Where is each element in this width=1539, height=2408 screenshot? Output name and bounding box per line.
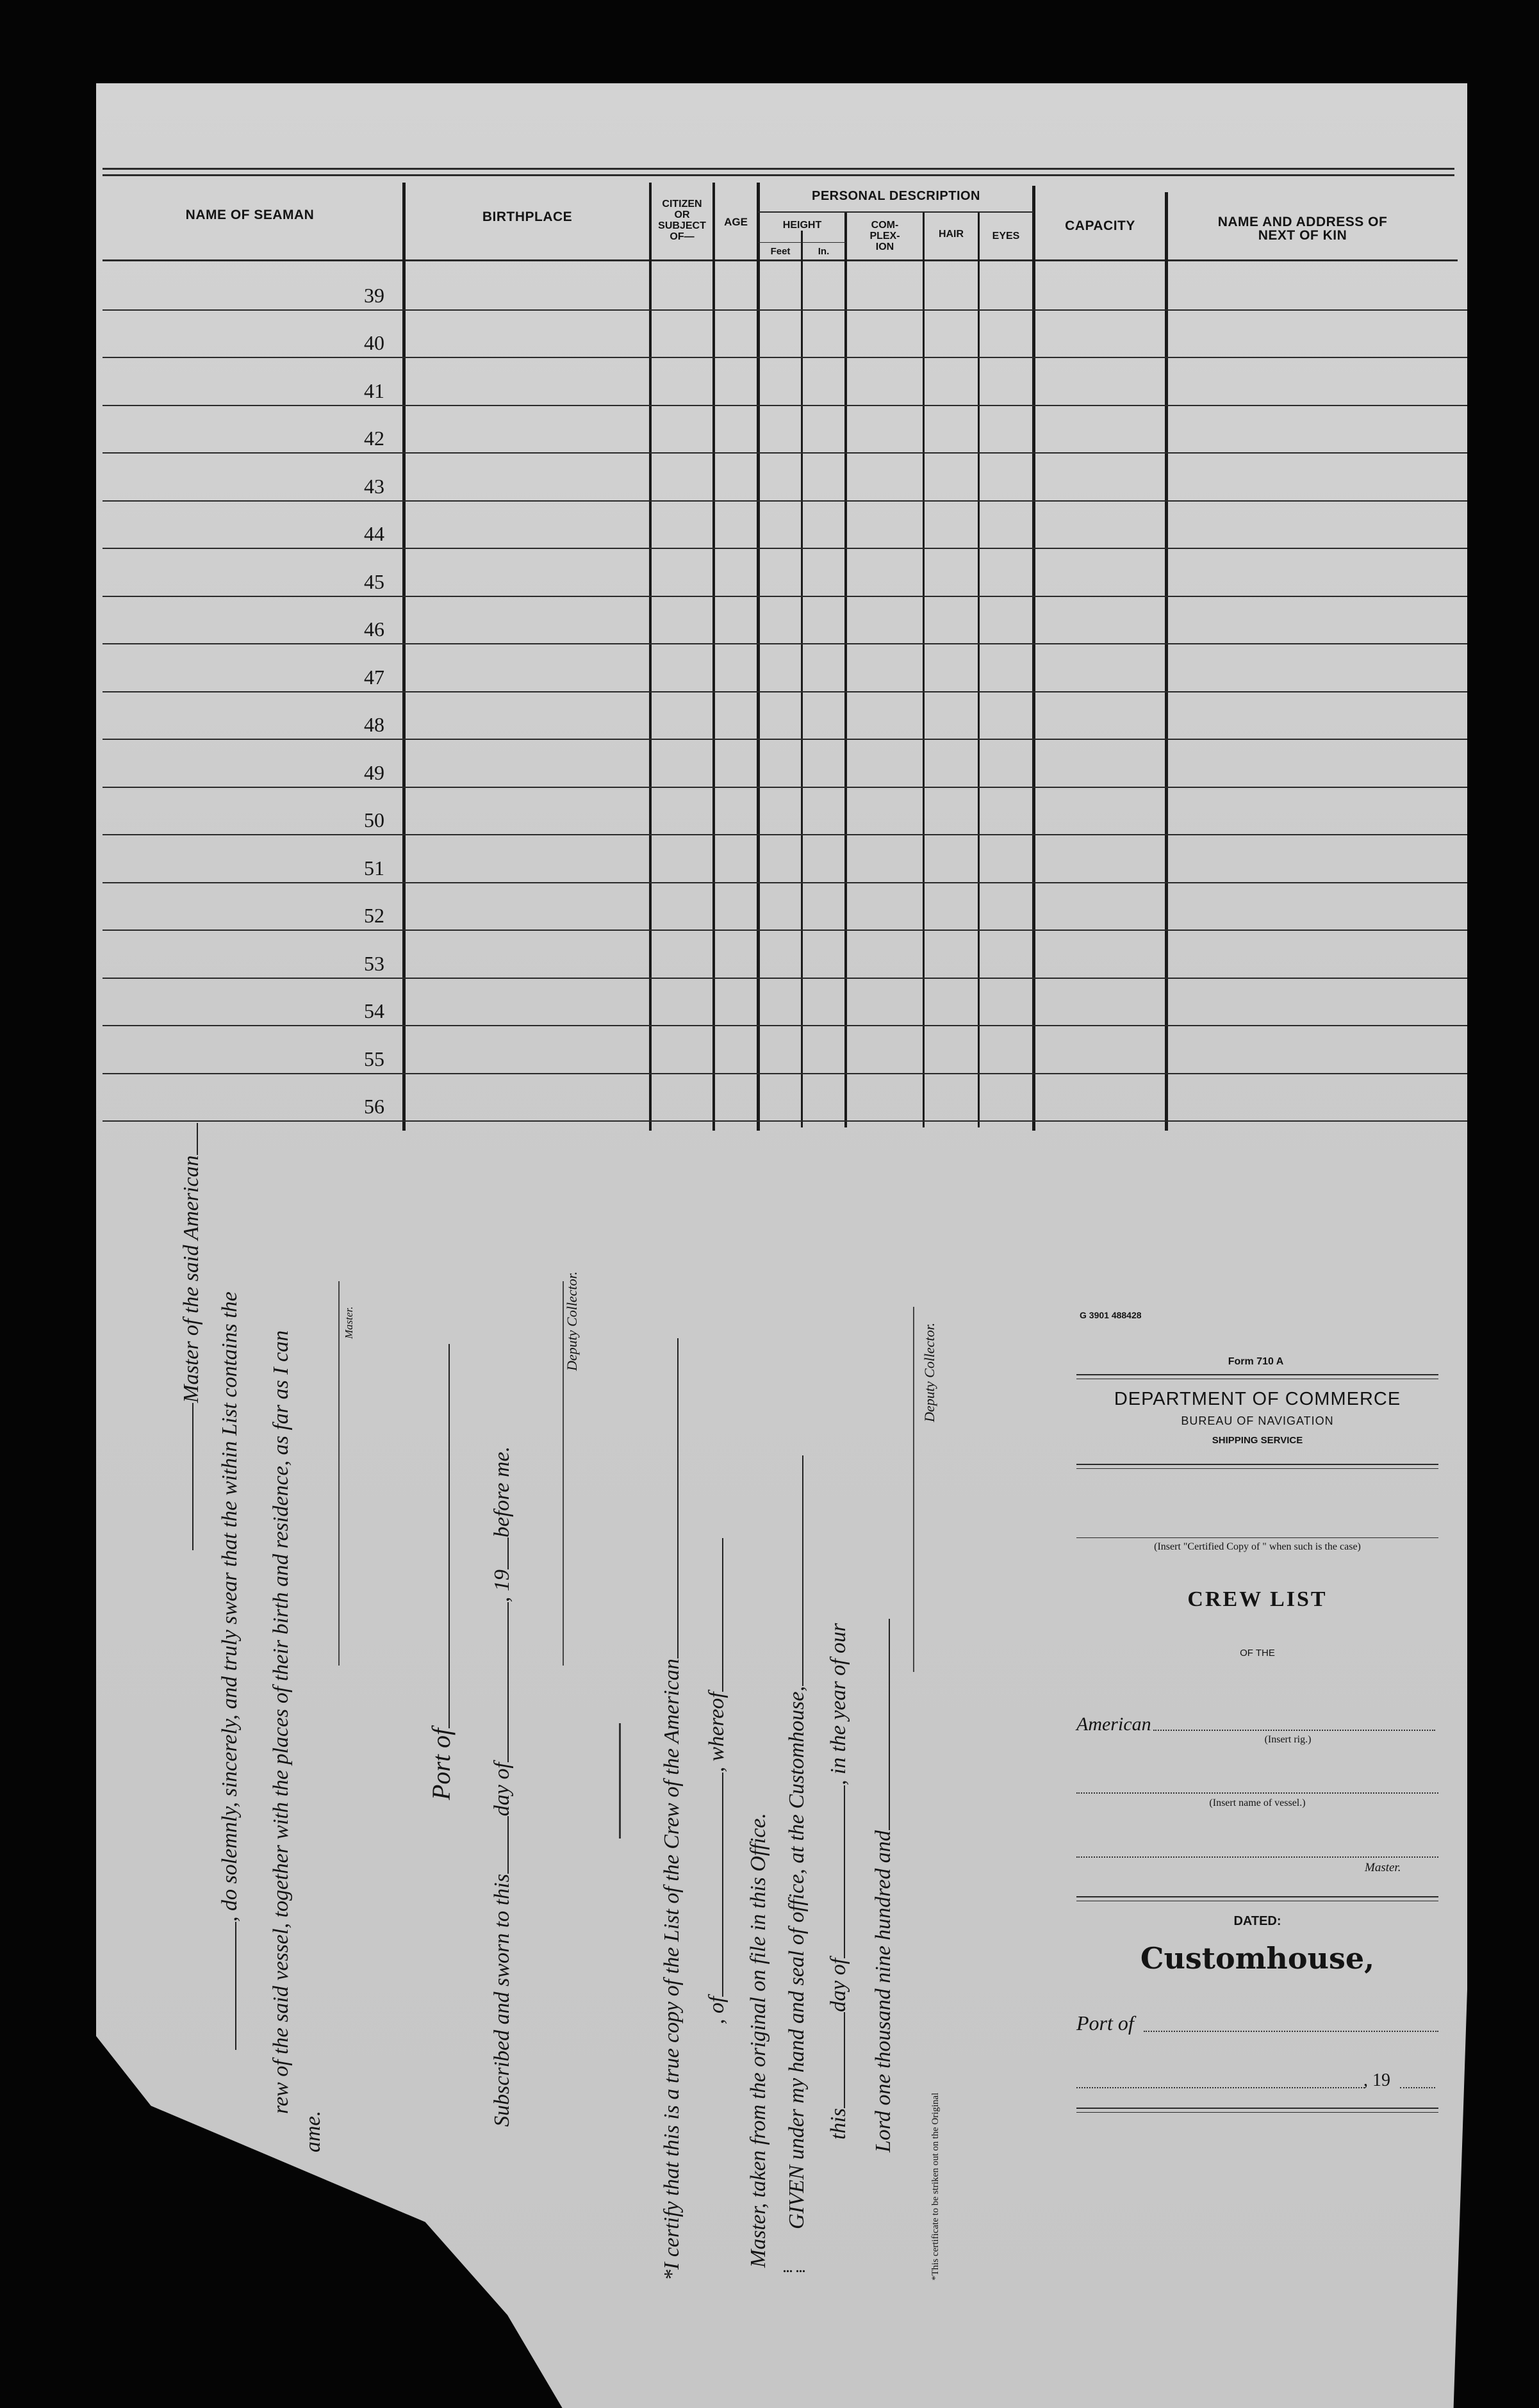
certificate-line-4: Lord one thousand nine hundred and	[871, 1619, 896, 2152]
header-name-of-seaman: NAME OF SEAMAN	[185, 208, 315, 222]
row-number: 49	[364, 760, 384, 784]
row-number: 56	[364, 1095, 384, 1118]
vessel-line	[1076, 1792, 1438, 1794]
crew-list-title: CREW LIST	[1187, 1587, 1328, 1611]
header-height: HEIGHT	[782, 220, 822, 231]
cover-rule-2b	[1076, 1468, 1438, 1469]
certificate-footnote: *This certificate to be striken out on the Original	[930, 2092, 941, 2281]
header-rule	[103, 259, 1458, 261]
col-divider-personal	[757, 183, 760, 1131]
oath-port: Port of	[426, 1344, 456, 1800]
year-line	[1400, 2087, 1435, 2088]
top-rule	[103, 168, 1454, 170]
top-rule-2	[103, 174, 1454, 176]
table-row	[103, 1073, 1467, 1074]
table-row	[103, 882, 1467, 883]
col-divider-age	[712, 183, 715, 1131]
row-number: 44	[364, 522, 384, 545]
personal-subrule	[758, 211, 1033, 213]
height-subrule	[758, 242, 846, 243]
cover-rule-4b	[1076, 2112, 1438, 2113]
row-number: 48	[364, 713, 384, 736]
master-line	[1076, 1856, 1438, 1858]
port-line	[1144, 2031, 1438, 2032]
header-age: AGE	[724, 216, 748, 228]
row-number: 39	[364, 283, 384, 307]
torn-fragment: ... ...	[783, 2261, 805, 2275]
table-row	[103, 309, 1467, 311]
form-number: Form 710 A	[1228, 1356, 1284, 1367]
row-number: 51	[364, 856, 384, 880]
table-row	[103, 1120, 1467, 1122]
certificate-deputy-collector: Deputy Collector.	[921, 1322, 937, 1422]
cover-rule-1	[1076, 1374, 1438, 1375]
bureau-title: BUREAU OF NAVIGATION	[1181, 1414, 1334, 1427]
oath-line-4: ame.	[301, 2110, 325, 2152]
certified-copy-line	[1076, 1537, 1438, 1538]
row-number: 52	[364, 904, 384, 927]
oath-line-3: rew of the said vessel, together with the places of their birth and residence, as far as I can	[269, 1330, 293, 2114]
row-number: 53	[364, 951, 384, 975]
certificate-line-3: GIVEN under my hand and seal of office, at the Customhouse,	[785, 1455, 809, 2229]
col-divider-hair	[923, 211, 925, 1127]
row-number: 45	[364, 569, 384, 593]
header-complexion: COM- PLEX- ION	[869, 220, 900, 252]
insert-rig-note: (Insert rig.)	[1264, 1734, 1312, 1745]
divider-mark	[619, 1723, 621, 1839]
table-row	[103, 357, 1467, 358]
oath-line-1: Master of the said American	[179, 1123, 204, 1550]
table-row	[103, 548, 1467, 549]
row-number: 50	[364, 808, 384, 831]
col-divider-capacity	[1032, 186, 1035, 1131]
customhouse-title: Customhouse,	[1140, 1941, 1375, 1976]
certificate-line-1: *I certify that this is a true copy of the List of the Crew of the American	[660, 1338, 684, 2281]
col-divider-birthplace	[402, 183, 406, 1131]
col-divider-eyes	[978, 211, 980, 1127]
certificate-this-day: thisday of, in the year of our	[827, 1623, 850, 2140]
cover-master-label: Master.	[1365, 1861, 1401, 1874]
row-number: 43	[364, 474, 384, 498]
of-the-label: OF THE	[1240, 1648, 1275, 1659]
insert-vessel-note: (Insert name of vessel.)	[1209, 1798, 1306, 1808]
header-eyes: EYES	[992, 231, 1020, 242]
table-row	[103, 405, 1467, 406]
table-row	[103, 978, 1467, 979]
table-row	[103, 930, 1467, 931]
oath-subscribed: Subscribed and sworn to thisday of, 19before me.	[490, 1446, 514, 2127]
header-next-of-kin: NAME AND ADDRESS OF NEXT OF KIN	[1217, 215, 1388, 243]
american-label: American	[1076, 1714, 1151, 1735]
department-title: DEPARTMENT OF COMMERCE	[1114, 1389, 1401, 1409]
table-row	[103, 834, 1467, 835]
row-number: 54	[364, 999, 384, 1022]
cover-rule-2	[1076, 1464, 1438, 1465]
cover-rule-4	[1076, 2108, 1438, 2109]
cover-rule-3	[1076, 1896, 1438, 1897]
oath-deputy-collector: Deputy Collector.	[564, 1271, 580, 1371]
oath-line-2: , do solemnly, sincerely, and truly swear that the within List contains the	[218, 1291, 242, 2050]
oath-master-label: Master.	[343, 1306, 355, 1339]
header-birthplace: BIRTHPLACE	[482, 209, 573, 224]
row-number: 46	[364, 618, 384, 641]
header-capacity: CAPACITY	[1065, 218, 1135, 233]
col-divider-feet	[801, 231, 803, 1127]
table-row	[103, 739, 1467, 740]
header-inches: In.	[818, 246, 830, 257]
certificate-of-whereof: , of, whereof	[705, 1538, 729, 2024]
header-citizen: CITIZEN OR SUBJECT OF—	[658, 199, 706, 242]
print-code: G 3901 488428	[1080, 1310, 1142, 1320]
table-row	[103, 1025, 1467, 1026]
table-row	[103, 787, 1467, 788]
row-number: 40	[364, 331, 384, 354]
master-signature-line	[338, 1281, 340, 1666]
col-divider-kin	[1165, 192, 1168, 1131]
cover-port-of: Port of	[1076, 2011, 1134, 2035]
row-number: 41	[364, 379, 384, 402]
table-row	[103, 643, 1467, 644]
cover-year: , 19	[1363, 2070, 1390, 2090]
row-number: 42	[364, 427, 384, 450]
certificate-line-2: Master, taken from the original on file in this Office.	[746, 1813, 770, 2268]
rig-line	[1153, 1730, 1435, 1731]
table-row	[103, 691, 1467, 692]
header-hair: HAIR	[938, 229, 964, 240]
document-page	[96, 83, 1467, 2408]
certificate-signature-line	[913, 1307, 914, 1672]
insert-certified-note: (Insert "Certified Copy of " when such is the case)	[1154, 1541, 1361, 1552]
header-feet: Feet	[770, 246, 791, 257]
service-title: SHIPPING SERVICE	[1212, 1435, 1303, 1446]
col-divider-citizen	[649, 183, 652, 1131]
date-line	[1076, 2087, 1365, 2088]
header-personal-description: PERSONAL DESCRIPTION	[812, 189, 980, 203]
col-divider-complexion	[844, 211, 847, 1127]
dated-label: DATED:	[1233, 1914, 1281, 1928]
row-number: 47	[364, 665, 384, 689]
table-row	[103, 500, 1467, 502]
row-number: 55	[364, 1047, 384, 1070]
table-row	[103, 452, 1467, 454]
table-row	[103, 596, 1467, 597]
